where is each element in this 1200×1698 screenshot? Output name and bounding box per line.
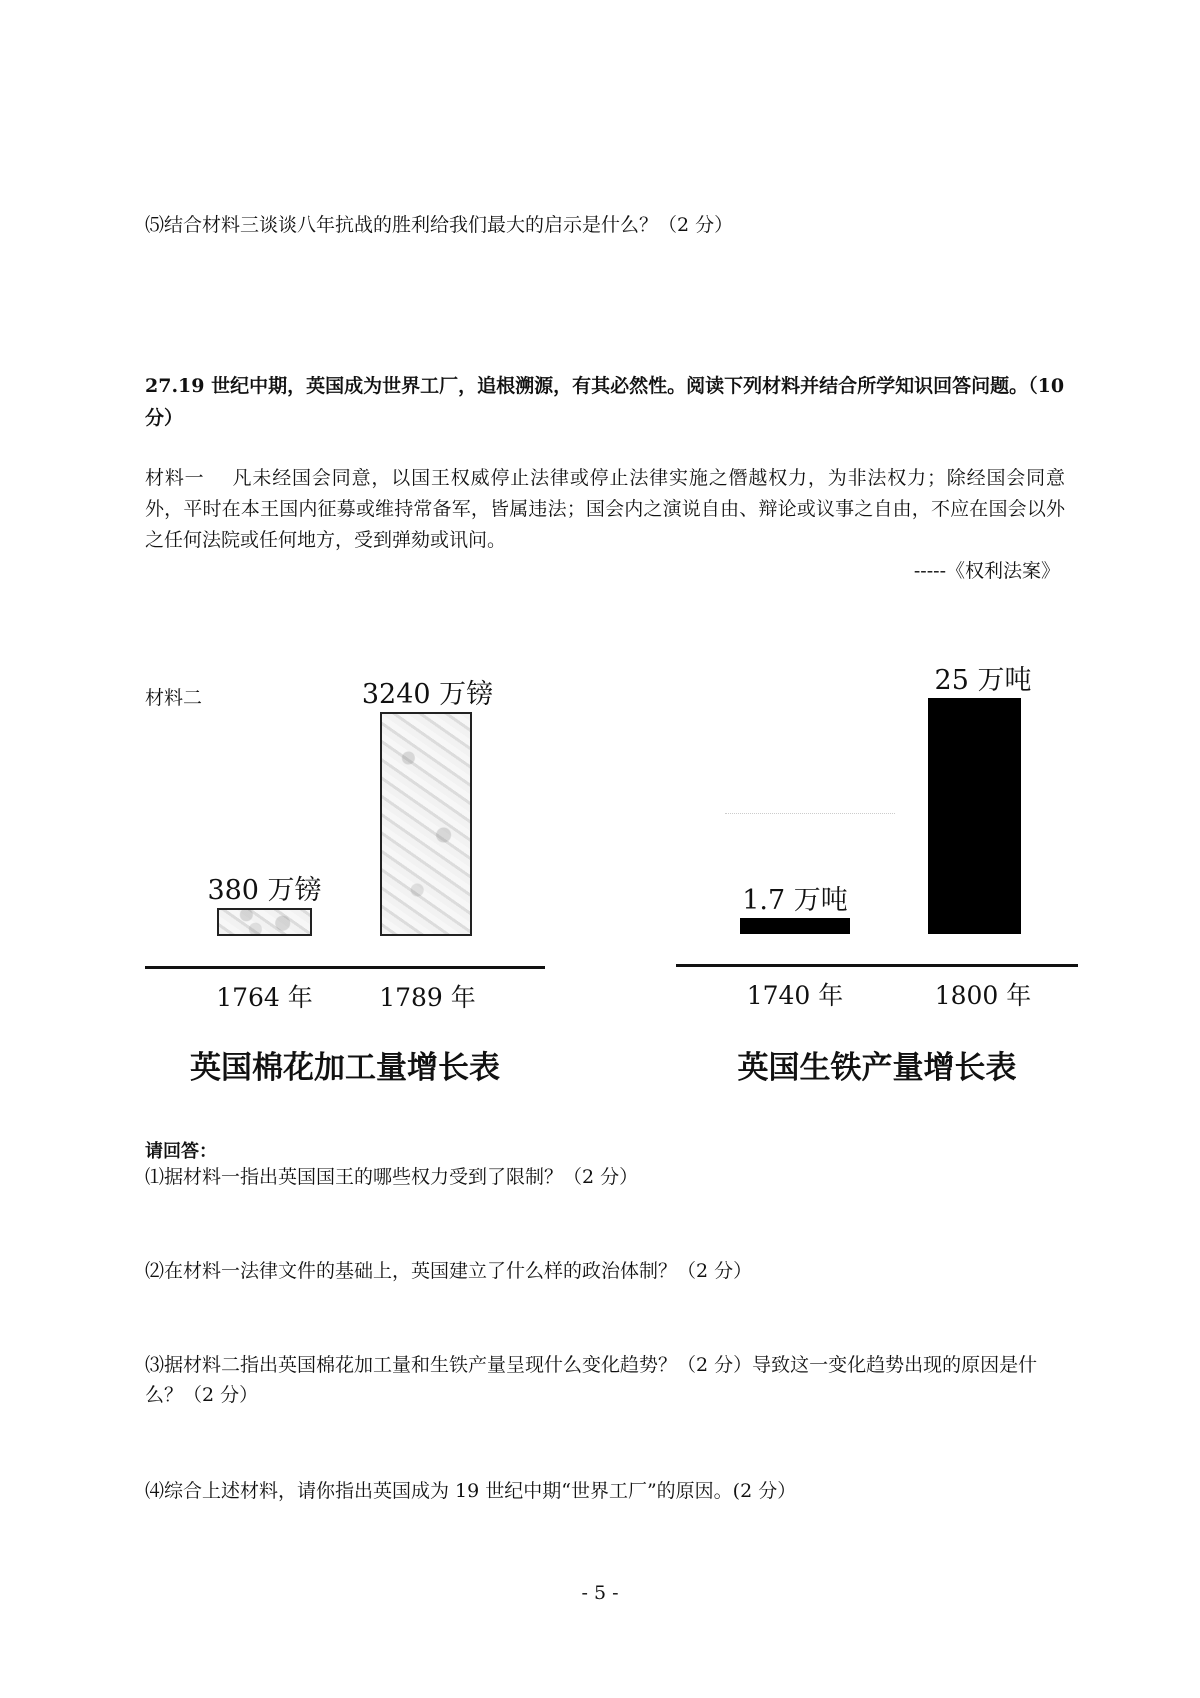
material-1-source: -----《权利法案》 bbox=[913, 560, 1060, 582]
iron-axis-line bbox=[676, 964, 1078, 967]
cotton-bar-1789 bbox=[380, 712, 472, 936]
iron-chart-title: 英国生铁产量增长表 bbox=[737, 1050, 1017, 1086]
question-5-prev: ⑸结合材料三谈谈八年抗战的胜利给我们最大的启示是什么？（2 分） bbox=[145, 214, 734, 236]
cotton-bar-1764-label: 380 万镑 bbox=[207, 875, 322, 907]
cotton-bar-1764 bbox=[217, 908, 312, 936]
cotton-year-1789: 1789 年 bbox=[379, 983, 476, 1012]
sub-question-1: ⑴据材料一指出英国国王的哪些权力受到了限制？（2 分） bbox=[145, 1166, 639, 1188]
material-1-text: 凡未经国会同意，以国王权威停止法律或停止法律实施之僭越权力，为非法权力；除经国会同意外，平时在本王国内征募或维持常备军，皆属违法；国会内之演说自由、辩论或议事之自由，不应在国会以外之任何法院或任何地方，受到弹劾或讯问。 bbox=[145, 467, 1065, 551]
material-1-label: 材料一 bbox=[145, 467, 205, 489]
sub-question-3: ⑶据材料二指出英国棉花加工量和生铁产量呈现什么变化趋势？（2 分）导致这一变化趋势出现的原因是什么？（2 分） bbox=[145, 1354, 1038, 1406]
cotton-chart-title: 英国棉花加工量增长表 bbox=[190, 1050, 500, 1086]
iron-dotted-guide bbox=[725, 813, 895, 814]
sub-question-4: ⑷综合上述材料，请你指出英国成为 19 世纪中期“世界工厂”的原因。(2 分） bbox=[145, 1480, 797, 1502]
page-number: - 5 - bbox=[581, 1582, 619, 1604]
material-2-label: 材料二 bbox=[145, 687, 203, 709]
sub-question-2: ⑵在材料一法律文件的基础上，英国建立了什么样的政治体制？（2 分） bbox=[145, 1260, 753, 1282]
cotton-axis-line bbox=[145, 966, 545, 969]
iron-year-1740: 1740 年 bbox=[746, 981, 844, 1010]
iron-bar-1800-label: 25 万吨 bbox=[934, 665, 1032, 696]
answer-heading: 请回答： bbox=[145, 1141, 217, 1162]
iron-bar-1800 bbox=[928, 698, 1021, 934]
iron-year-1800: 1800 年 bbox=[934, 981, 1032, 1010]
material-1 bbox=[145, 463, 1065, 556]
question-27-title: 27.19 世纪中期，英国成为世界工厂，追根溯源，有其必然性。阅读下列材料并结合所学知识回答问题。（10 分） bbox=[145, 375, 1065, 429]
iron-bar-1740-label: 1.7 万吨 bbox=[742, 884, 848, 916]
cotton-year-1764: 1764 年 bbox=[216, 983, 313, 1012]
cotton-bar-1789-label: 3240 万镑 bbox=[361, 679, 494, 710]
iron-bar-1740 bbox=[740, 918, 850, 934]
